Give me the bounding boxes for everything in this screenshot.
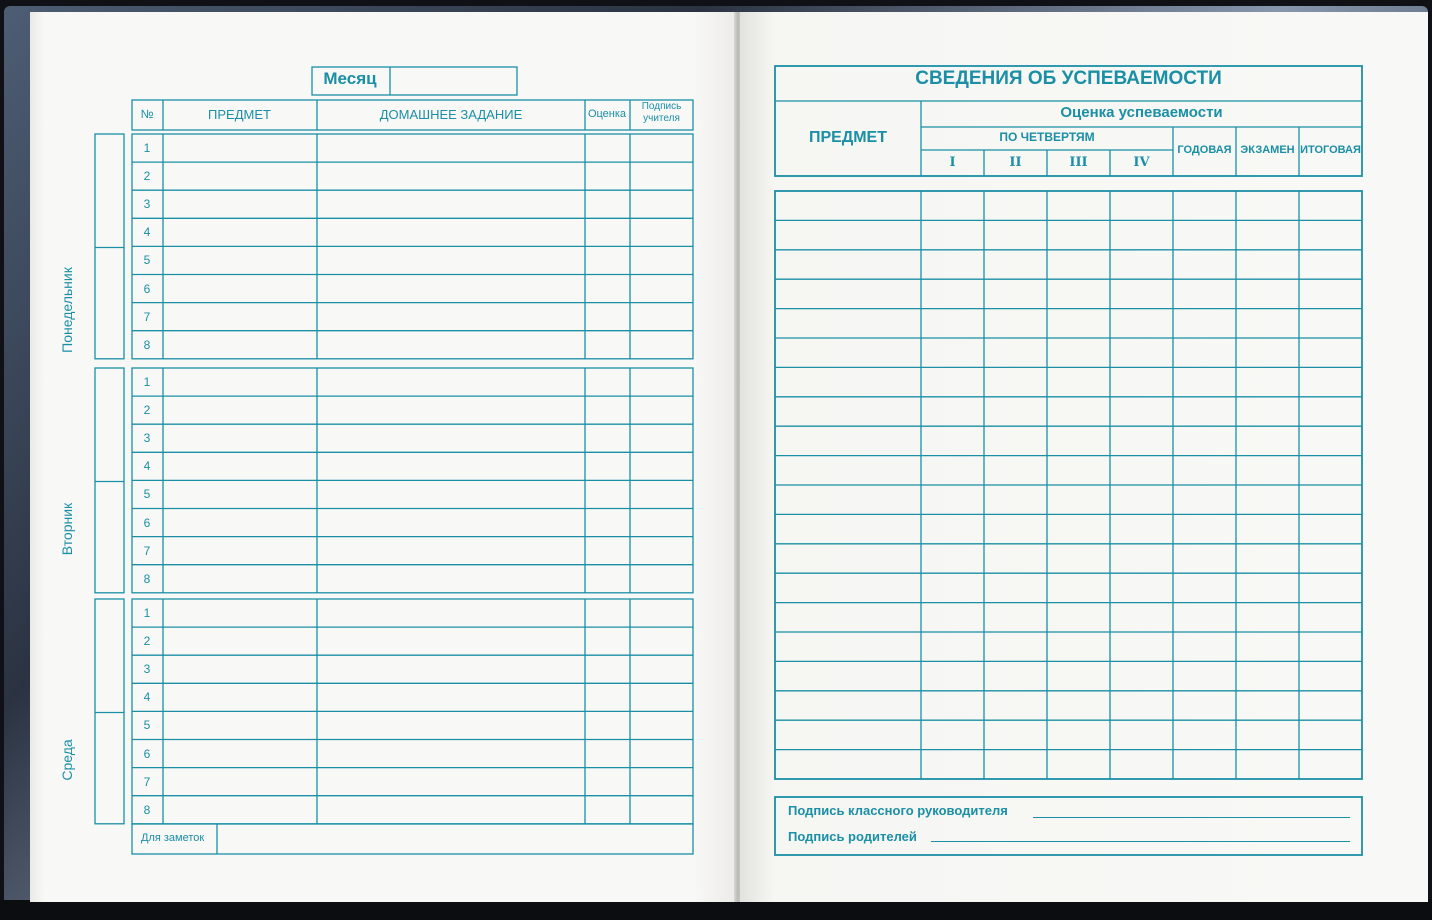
header-number: № (140, 107, 154, 121)
lesson-number: 7 (143, 774, 151, 789)
lesson-number: 8 (143, 337, 151, 352)
final-header: ИТОГОВАЯ (1300, 144, 1361, 156)
header-homework: ДОМАШНЕЕ ЗАДАНИЕ (379, 107, 523, 122)
lesson-number: 2 (143, 634, 151, 649)
quarter-4: IV (1133, 155, 1150, 170)
lesson-number: 2 (143, 403, 151, 418)
notes-field[interactable] (218, 825, 693, 853)
day-label-box (95, 368, 124, 593)
day-monday: Понедельник (59, 267, 75, 353)
lesson-number: 5 (143, 253, 151, 268)
header-teacher-sign-line1: Подпись (641, 101, 682, 112)
lesson-number: 4 (143, 225, 151, 240)
day-label-box (95, 599, 124, 824)
day-wednesday: Среда (59, 739, 75, 781)
performance-title: СВЕДЕНИЯ ОБ УСПЕВАЕМОСТИ (915, 68, 1222, 89)
performance-subject-header: ПРЕДМЕТ (808, 129, 887, 146)
grade-header: Оценка успеваемости (1060, 104, 1223, 121)
quarter-3: III (1069, 155, 1088, 170)
month-label: Месяц (323, 69, 377, 88)
quarter-1: I (949, 155, 956, 170)
lesson-number: 4 (143, 690, 151, 705)
lesson-number: 5 (143, 487, 151, 502)
lesson-number: 8 (143, 571, 151, 586)
lesson-number: 7 (143, 309, 151, 324)
lesson-number: 3 (143, 431, 151, 446)
lesson-number: 6 (143, 281, 151, 296)
lesson-number: 5 (143, 718, 151, 733)
spine-bottom (0, 900, 1432, 920)
annual-header: ГОДОВАЯ (1177, 144, 1232, 156)
left-page (30, 12, 736, 902)
day-label-box (95, 134, 124, 359)
parent-sign-field[interactable] (931, 828, 1350, 842)
lesson-number: 1 (143, 606, 151, 620)
header-teacher-sign-line2: учителя (643, 113, 680, 124)
header-teacher-sign (630, 101, 693, 125)
lesson-number: 1 (143, 375, 151, 389)
lesson-number: 6 (143, 515, 151, 530)
day-tuesday: Вторник (59, 502, 75, 556)
header-subject: ПРЕДМЕТ (208, 107, 271, 122)
lesson-number: 4 (143, 459, 151, 474)
class-teacher-sign-field[interactable] (1033, 804, 1350, 818)
lesson-number: 8 (143, 802, 151, 817)
right-page (740, 12, 1428, 902)
quarter-2: II (1009, 155, 1022, 170)
notes-label: Для заметок (141, 832, 205, 844)
exam-header: ЭКЗАМЕН (1240, 144, 1295, 156)
lesson-number: 2 (143, 169, 151, 184)
quarters-header: ПО ЧЕТВЕРТЯМ (999, 130, 1095, 144)
lesson-number: 6 (143, 746, 151, 761)
class-teacher-sign-label: Подпись классного руководителя (788, 803, 1008, 818)
lesson-number: 3 (143, 197, 151, 212)
header-grade: Оценка (587, 108, 627, 120)
lesson-number: 1 (143, 141, 151, 155)
lesson-number: 7 (143, 543, 151, 558)
lesson-number: 3 (143, 662, 151, 677)
parent-sign-label: Подпись родителей (788, 829, 917, 844)
